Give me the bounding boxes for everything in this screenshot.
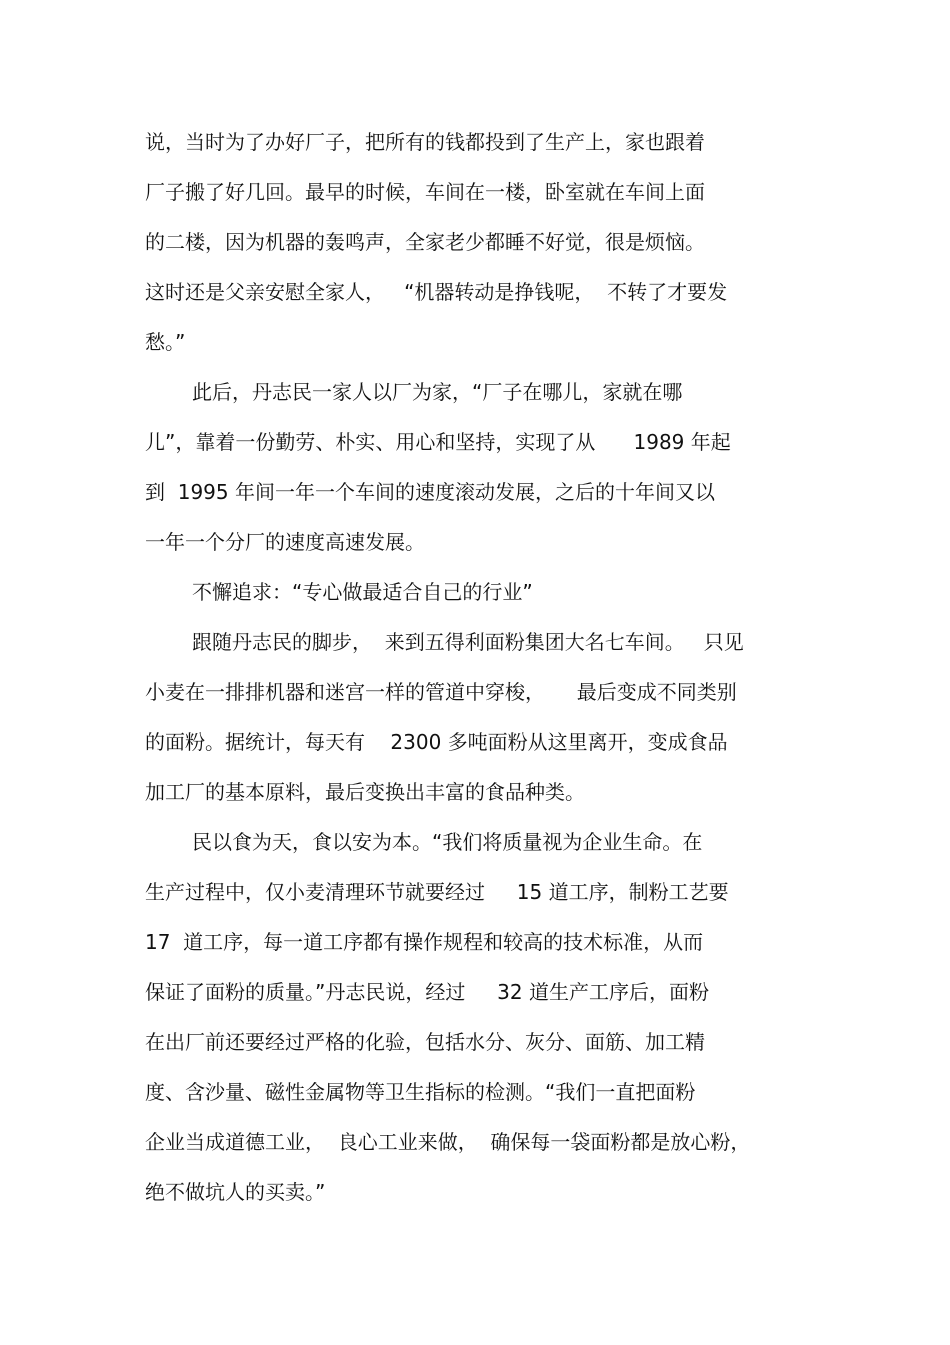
text-line: 这时还是父亲安慰全家人， “机器转动是挣钱呢， 不转了才要发 (145, 280, 728, 304)
text-line: 的二楼，因为机器的轰鸣声，全家老少都睡不好觉，很是烦恼。 (145, 230, 705, 254)
text-line: 加工厂的基本原料，最后变换出丰富的食品种类。 (145, 780, 585, 804)
text-line: 企业当成道德工业， 良心工业来做， 确保每一袋面粉都是放心粉， (145, 1130, 751, 1154)
text-line: 保证了面粉的质量。”丹志民说，经过 32 道生产工序后，面粉 (145, 980, 709, 1004)
text-line: 的面粉。据统计，每天有 2300 多吨面粉从这里离开，变成食品 (145, 730, 728, 754)
paragraph-first-line: 民以食为天，食以安为本。“我们将质量视为企业生命。在 (192, 830, 703, 854)
text-line: 一年一个分厂的速度高速发展。 (145, 530, 425, 554)
text-line: 小麦在一排排机器和迷宫一样的管道中穿梭， 最后变成不同类别 (145, 680, 737, 704)
text-line: 生产过程中，仅小麦清理环节就要经过 15 道工序，制粉工艺要 (145, 880, 729, 904)
paragraph-first-line: 此后，丹志民一家人以厂为家，“厂子在哪儿，家就在哪 (192, 380, 683, 404)
text-line: 绝不做坑人的买卖。” (145, 1180, 326, 1204)
text-line: 厂子搬了好几回。最早的时候，车间在一楼，卧室就在车间上面 (145, 180, 705, 204)
text-line: 儿”，靠着一份勤劳、朴实、用心和坚持，实现了从 1989 年起 (145, 430, 731, 454)
text-line: 17 道工序，每一道工序都有操作规程和较高的技术标准，从而 (145, 930, 704, 954)
text-line: 在出厂前还要经过严格的化验，包括水分、灰分、面筋、加工精 (145, 1030, 705, 1054)
text-line: 到 1995 年间一年一个车间的速度滚动发展，之后的十年间又以 (145, 480, 715, 504)
text-line: 愁。” (145, 330, 186, 354)
paragraph-first-line: 跟随丹志民的脚步， 来到五得利面粉集团大名七车间。 只见 (192, 630, 744, 654)
section-heading: 不懈追求：“专心做最适合自己的行业” (192, 580, 533, 604)
text-line: 度、含沙量、磁性金属物等卫生指标的检测。“我们一直把面粉 (145, 1080, 696, 1104)
text-line: 说，当时为了办好厂子，把所有的钱都投到了生产上，家也跟着 (145, 130, 705, 154)
